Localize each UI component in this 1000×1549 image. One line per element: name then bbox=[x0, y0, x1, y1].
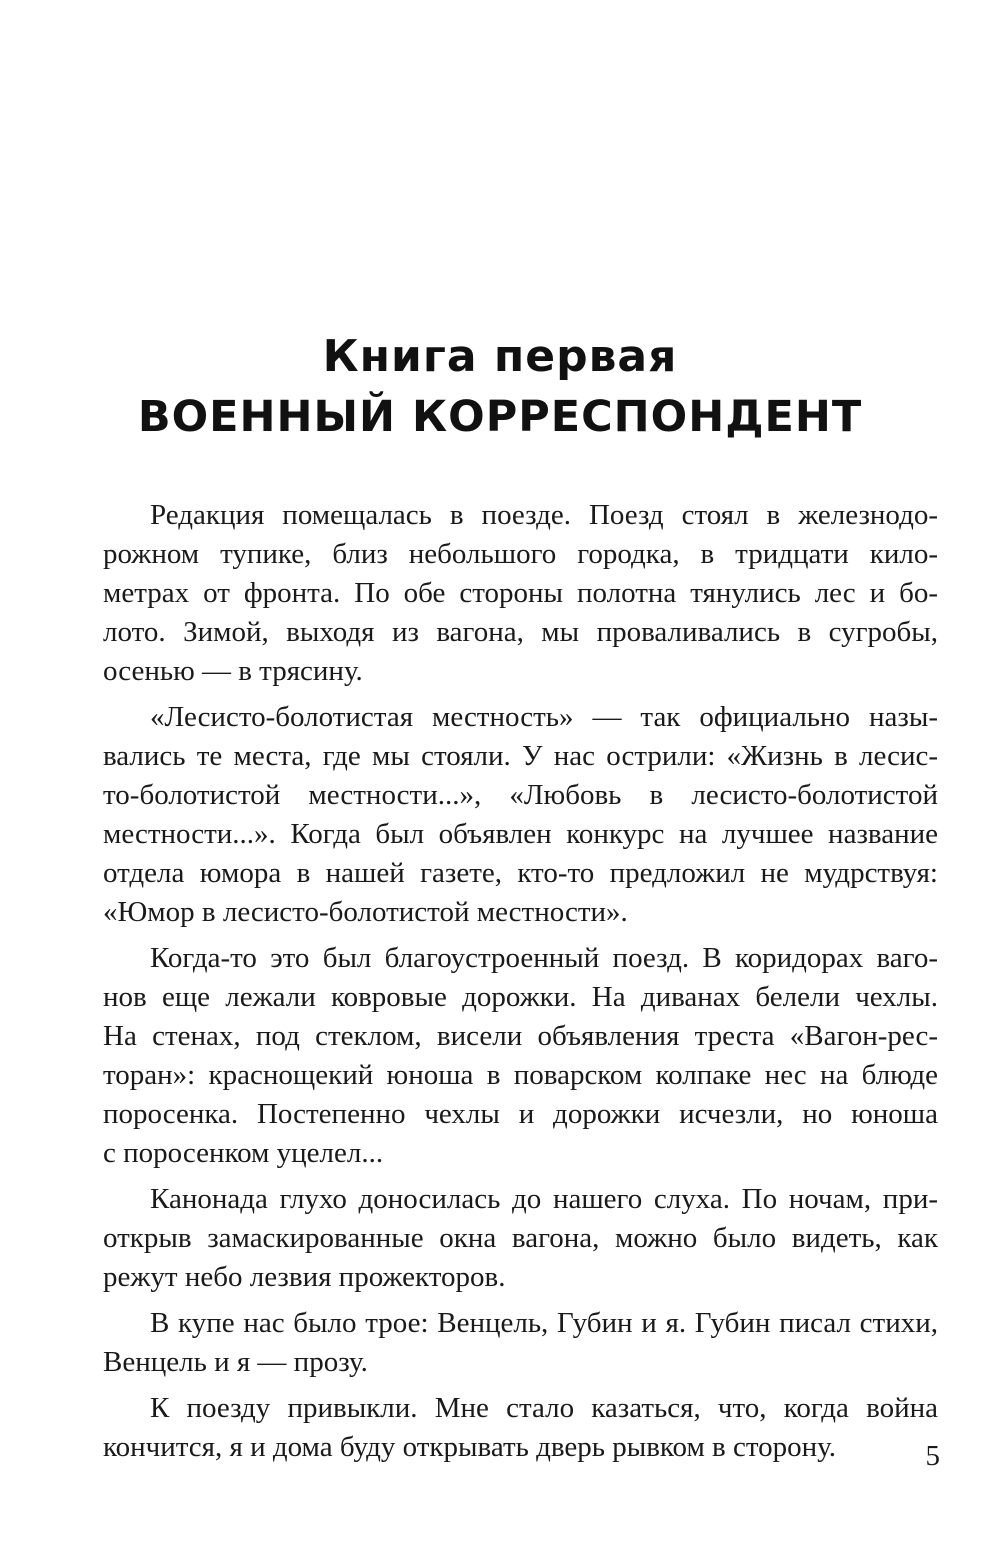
text-line: отдела юмора в нашей газете, кто-то предложил не мудрствуя: bbox=[103, 857, 938, 889]
text-line: К поезду привыкли. Мне стало казаться, что, когда война bbox=[150, 1392, 938, 1424]
text-line: то-болотистой местности...», «Любовь в лесисто-болотистой bbox=[103, 779, 938, 811]
text-line: кончится, я и дома буду открывать дверь рывком в сторону. bbox=[103, 1431, 837, 1463]
text-line: Когда-то это был благоустроенный поезд. В коридорах ваго- bbox=[150, 942, 938, 974]
paragraph-3 bbox=[103, 939, 938, 1173]
text-line: метрах от фронта. По обе стороны полотна тянулись лес и бо- bbox=[103, 577, 938, 609]
text-line: рожном тупике, близ небольшого городка, в тридцати кило- bbox=[103, 538, 938, 570]
text-line: лото. Зимой, выходя из вагона, мы проваливались в сугробы, bbox=[103, 616, 938, 648]
text-line: «Лесисто-болотистая местность» — так официально назы- bbox=[150, 701, 938, 733]
text-line: поросенка. Постепенно чехлы и дорожки исчезли, но юноша bbox=[103, 1098, 938, 1130]
text-line: Редакция помещалась в поезде. Поезд стоял в железнодо- bbox=[150, 499, 938, 531]
paragraph-6 bbox=[103, 1389, 938, 1467]
chapter-title: Книга первая bbox=[322, 331, 678, 382]
text-line: нов еще лежали ковровые дорожки. На диванах белели чехлы. bbox=[103, 981, 938, 1013]
paragraph-1 bbox=[103, 496, 938, 691]
text-line: Канонада глухо доносилась до нашего слуха. По ночам, при- bbox=[150, 1183, 938, 1215]
text-line: На стенах, под стеклом, висели объявления треста «Вагон-рес- bbox=[103, 1020, 938, 1052]
paragraph-4 bbox=[103, 1180, 938, 1297]
text-line: открыв замаскированные окна вагона, можно было видеть, как bbox=[103, 1222, 938, 1254]
text-line: местности...». Когда был объявлен конкурс на лучшее название bbox=[103, 818, 938, 850]
chapter-subtitle: ВОЕННЫЙ КОРРЕСПОНДЕНТ bbox=[137, 392, 863, 442]
text-line: торан»: краснощекий юноша в поварском колпаке нес на блюде bbox=[103, 1059, 938, 1091]
page-number: 5 bbox=[925, 1440, 940, 1472]
paragraph-2 bbox=[103, 698, 938, 932]
paragraph-5 bbox=[103, 1304, 938, 1382]
text-line: вались те места, где мы стояли. У нас острили: «Жизнь в лесис- bbox=[103, 740, 938, 772]
text-line: режут небо лезвия прожекторов. bbox=[103, 1261, 506, 1293]
text-line: с поросенком уцелел... bbox=[103, 1137, 384, 1169]
text-line: В купе нас было трое: Венцель, Губин и я. Губин писал стихи, bbox=[150, 1307, 938, 1339]
text-line: Венцель и я — прозу. bbox=[103, 1346, 368, 1378]
body-text bbox=[103, 496, 938, 1474]
text-line: осенью — в трясину. bbox=[103, 655, 363, 687]
text-line: «Юмор в лесисто-болотистой местности». bbox=[103, 896, 628, 928]
